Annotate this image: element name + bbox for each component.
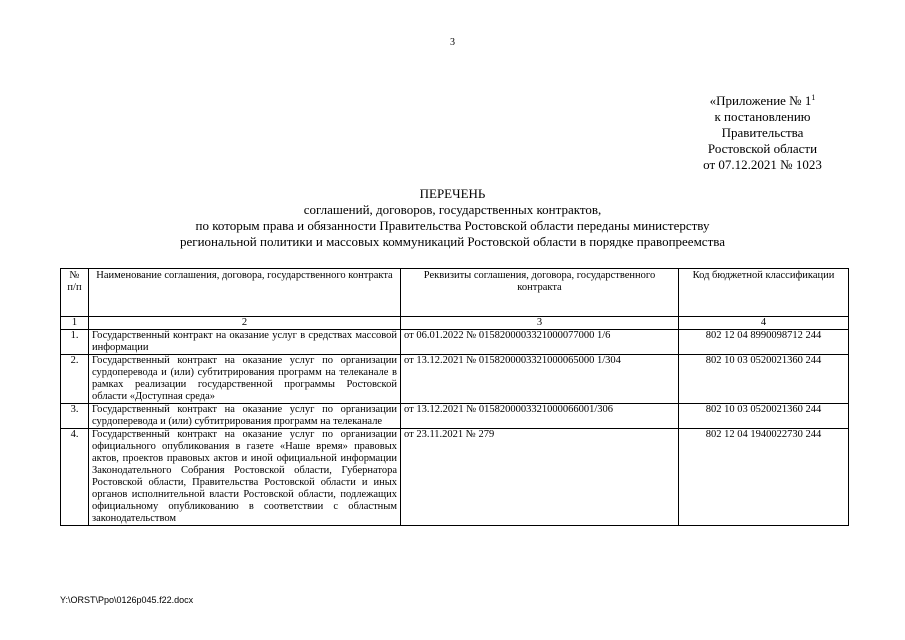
column-number: 1 [61,317,89,330]
file-path-footer: Y:\ORST\Ppo\0126p045.f22.docx [60,595,194,605]
column-number: 2 [89,317,401,330]
header-code: Код бюджетной классификации [679,269,849,317]
row-name: Государственный контракт на оказание услуг по организации сурдоперевода и (или) субтитрирования программ на телеканале [89,404,401,429]
row-num: 4. [61,429,89,526]
appendix-line-2: к постановлению [714,109,811,124]
title-line-1: соглашений, договоров, государственных контрактов, [303,202,602,217]
row-num: 3. [61,404,89,429]
agreements-table [60,268,849,526]
row-details: от 06.01.2022 № 0158200003321000077000 1/6 [401,330,679,355]
row-name: Государственный контракт на оказание услуг в средствах массовой информации [89,330,401,355]
row-details: от 23.11.2021 № 279 [401,429,679,526]
column-number: 4 [679,317,849,330]
row-name: Государственный контракт на оказание услуг по организации сурдоперевода и (или) субтитрирования программ на телеканале в рамках реализации государственной программы Ростовской области «Доступная среда» [89,355,401,404]
title-line-3: региональной политики и массовых коммуникаций Ростовской области в порядке правопреемства [180,234,725,249]
row-code: 802 12 04 8990098712 244 [679,330,849,355]
row-details: от 13.12.2021 № 0158200003321000065000 1/304 [401,355,679,404]
row-code: 802 12 04 1940022730 244 [679,429,849,526]
row-name: Государственный контракт на оказание услуг по организации официального опубликования в газете «Наше время» правовых актов, проектов правовых актов и иной официальной информации Законодательного Собрания Ростовской области, Губернатора Ростовской области, Правительства Ростовской области и иных органов исполнительной власти Ростовской области, подлежащих официальному опубликованию в соответствии с областным законодательством [89,429,401,526]
header-num: № п/п [61,269,89,317]
table-row [61,330,849,355]
appendix-line-5: от 07.12.2021 № 1023 [703,157,822,172]
appendix-block [660,93,865,173]
appendix-line-3: Правительства [721,125,804,140]
table-row [61,429,849,526]
row-code: 802 10 03 0520021360 244 [679,404,849,429]
table-row [61,355,849,404]
header-name: Наименование соглашения, договора, государственного контракта [89,269,401,317]
header-details: Реквизиты соглашения, договора, государственного контракта [401,269,679,317]
row-num: 1. [61,330,89,355]
appendix-superscript: 1 [811,93,816,102]
row-code: 802 10 03 0520021360 244 [679,355,849,404]
title-heading: ПЕРЕЧЕНЬ [419,186,486,201]
appendix-line-1: «Приложение № $1^1$ [709,93,816,108]
appendix-line-4: Ростовской области [707,141,818,156]
table-column-numbers-row [61,317,849,330]
document-title [0,186,905,250]
table-header-row [61,269,849,317]
page-number: 3 [450,37,455,48]
title-line-2: по которым права и обязанности Правительства Ростовской области переданы министерству [195,218,710,233]
column-number: 3 [401,317,679,330]
row-details: от 13.12.2021 № 0158200003321000066001/306 [401,404,679,429]
table-row [61,404,849,429]
row-num: 2. [61,355,89,404]
